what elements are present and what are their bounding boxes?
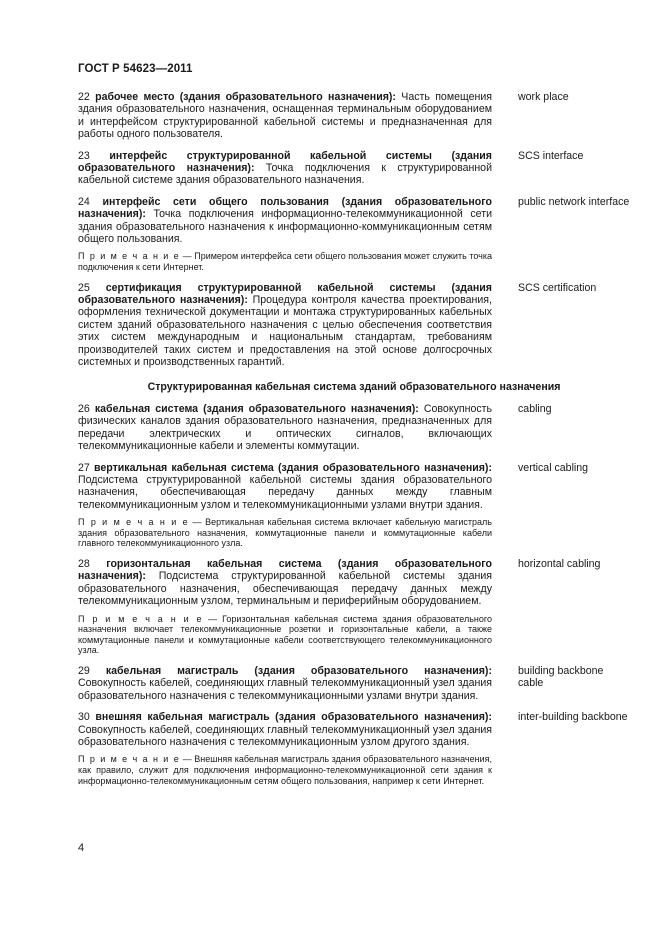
term-english: work place <box>518 91 569 103</box>
term-definition: Подсистема структурированной кабельной системы здания образовательного назначения, обеспечивающая передачу данных между главным телекоммуникационным узлом и телекоммуникационными узлами внутри здания. <box>78 473 492 511</box>
term-text <box>78 150 492 187</box>
term-entry-23 <box>78 150 630 187</box>
note-label: П р и м е ч а н и е <box>78 754 181 765</box>
term-text <box>78 558 492 608</box>
term-text <box>78 665 492 702</box>
term-entry-29 <box>78 665 630 702</box>
term-name: интерфейс структурированной кабельной системы (здания образовательного назначения): <box>78 149 492 175</box>
term-name: горизонтальная кабельная система (здания образовательного назначения): <box>78 557 492 583</box>
note-text: — Внешняя кабельная магистраль здания образовательного назначения, как правило, служит для подключения информационно-телекоммуникационной сети здания к информационно-телекоммуникационным сетям общего пользования, например к сети Интернет. <box>78 754 492 786</box>
term-english: inter-building backbone <box>518 711 628 724</box>
term-entry-24 <box>78 196 630 246</box>
terms-content <box>78 91 630 786</box>
term-number: 27 <box>78 461 90 474</box>
term-number: 24 <box>78 195 90 208</box>
term-definition: Совокупность физических каналов здания образовательного назначения, предназначенных для передачи электрических и оптических сигналов, включающих телекоммуникационные кабели и элементы коммутации. <box>78 402 493 453</box>
term-name: внешняя кабельная магистраль (здания образовательного назначения): <box>95 711 492 724</box>
term-english: SCS interface <box>518 149 584 162</box>
term-note-30 <box>78 754 492 786</box>
term-english: horizontal cabling <box>518 557 601 570</box>
term-english: building backbone cable <box>518 664 604 690</box>
page-number: 4 <box>78 842 85 854</box>
term-number: 25 <box>78 281 90 294</box>
term-number: 22 <box>78 91 90 103</box>
section-heading: Структурированная кабельная система зданий образовательного назначения <box>147 380 561 393</box>
note-text: — Примером интерфейса сети общего пользования может служить точка подключения к сети Интернет. <box>78 251 492 273</box>
note-label: П р и м е ч а н и е <box>78 517 189 528</box>
term-english: vertical cabling <box>518 461 589 474</box>
term-english: SCS certification <box>518 281 597 294</box>
term-definition: Подсистема структурированной кабельной системы здания образовательного назначения, обеспечивающая передачу данных между телекоммуникационным узлом, терминальным и периферийным оборудованием. <box>78 570 492 608</box>
note-label: П р и м е ч а н и е <box>78 251 181 262</box>
term-note-28 <box>78 614 492 656</box>
term-entry-26 <box>78 403 630 453</box>
term-number: 29 <box>78 664 90 677</box>
term-note-24 <box>78 251 492 272</box>
note-label: П р и м е ч а н и е <box>78 613 203 624</box>
term-name: интерфейс сети общего пользования (здания образовательного назначения): <box>78 195 492 221</box>
term-definition: Часть помещения здания образовательного назначения, оснащенная терминальным оборудованием и интерфейсом структурированной кабельной системы и предназначенная для работы одного пользователя. <box>78 91 492 141</box>
term-name: сертификация структурированной кабельной системы (здания образовательного назначения): <box>78 281 492 307</box>
term-text <box>78 403 492 453</box>
term-entry-30 <box>78 711 630 748</box>
term-definition: Точка подключения информационно-телекоммуникационной сети здания образовательного назначения к информационно-коммуникационным сетям общего пользования. <box>78 208 492 246</box>
term-english: cabling <box>518 402 552 415</box>
term-entry-22 <box>78 91 630 141</box>
term-number: 28 <box>78 557 90 570</box>
note-text: — Горизонтальная кабельная система здания образовательного назначения включает телекоммуникационные розетки и горизонтальные кабели, а также коммутационные панели и коммутационные кабели соответствующего телекоммуникационного узла. <box>78 613 492 656</box>
term-entry-28 <box>78 558 630 608</box>
term-definition: Совокупность кабелей, соединяющих главный телекоммуникационный узел здания образовательного назначения с телекоммуникационным узлом другого здания. <box>78 723 492 748</box>
term-text <box>78 711 492 748</box>
term-text <box>78 91 492 141</box>
term-number: 30 <box>78 711 90 724</box>
term-name: вертикальная кабельная система (здания образовательного назначения): <box>94 461 492 474</box>
page-header-standard-code: ГОСТ Р 54623—2011 <box>78 63 193 75</box>
term-text <box>78 196 492 246</box>
term-english: public network interface <box>518 195 630 208</box>
term-name: кабельная магистраль (здания образовательного назначения): <box>105 664 492 677</box>
term-note-27 <box>78 517 492 549</box>
term-name: рабочее место (здания образовательного назначения): <box>95 91 396 103</box>
term-definition: Совокупность кабелей, соединяющих главный телекоммуникационный узел здания образовательного назначения с телекоммуникационными узлами внутри здания. <box>78 677 492 702</box>
term-text <box>78 282 492 369</box>
term-entry-25 <box>78 282 630 369</box>
term-name: кабельная система (здания образовательного назначения): <box>94 402 419 415</box>
term-text <box>78 462 492 512</box>
term-entry-27 <box>78 462 630 512</box>
term-definition: Точка подключения к структурированной кабельной системе здания образовательного назначения. <box>78 162 492 187</box>
term-number: 23 <box>78 149 90 162</box>
note-text: — Вертикальная кабельная система включает кабельную магистраль здания образовательного назначения, коммутационные панели и коммутационные кабели главного телекоммуникационного узла. <box>78 517 492 549</box>
term-definition: Процедура контроля качества проектирования, оформления технической документации и монтажа структурированных кабельных систем зданий образовательного назначения с целью обеспечения соответствия этих систем международным и национальным стандартам, требованиям производителей таких систем и предоставления на этой основе долгосрочных системных и производственных гарантий. <box>78 294 492 369</box>
term-number: 26 <box>78 402 90 415</box>
